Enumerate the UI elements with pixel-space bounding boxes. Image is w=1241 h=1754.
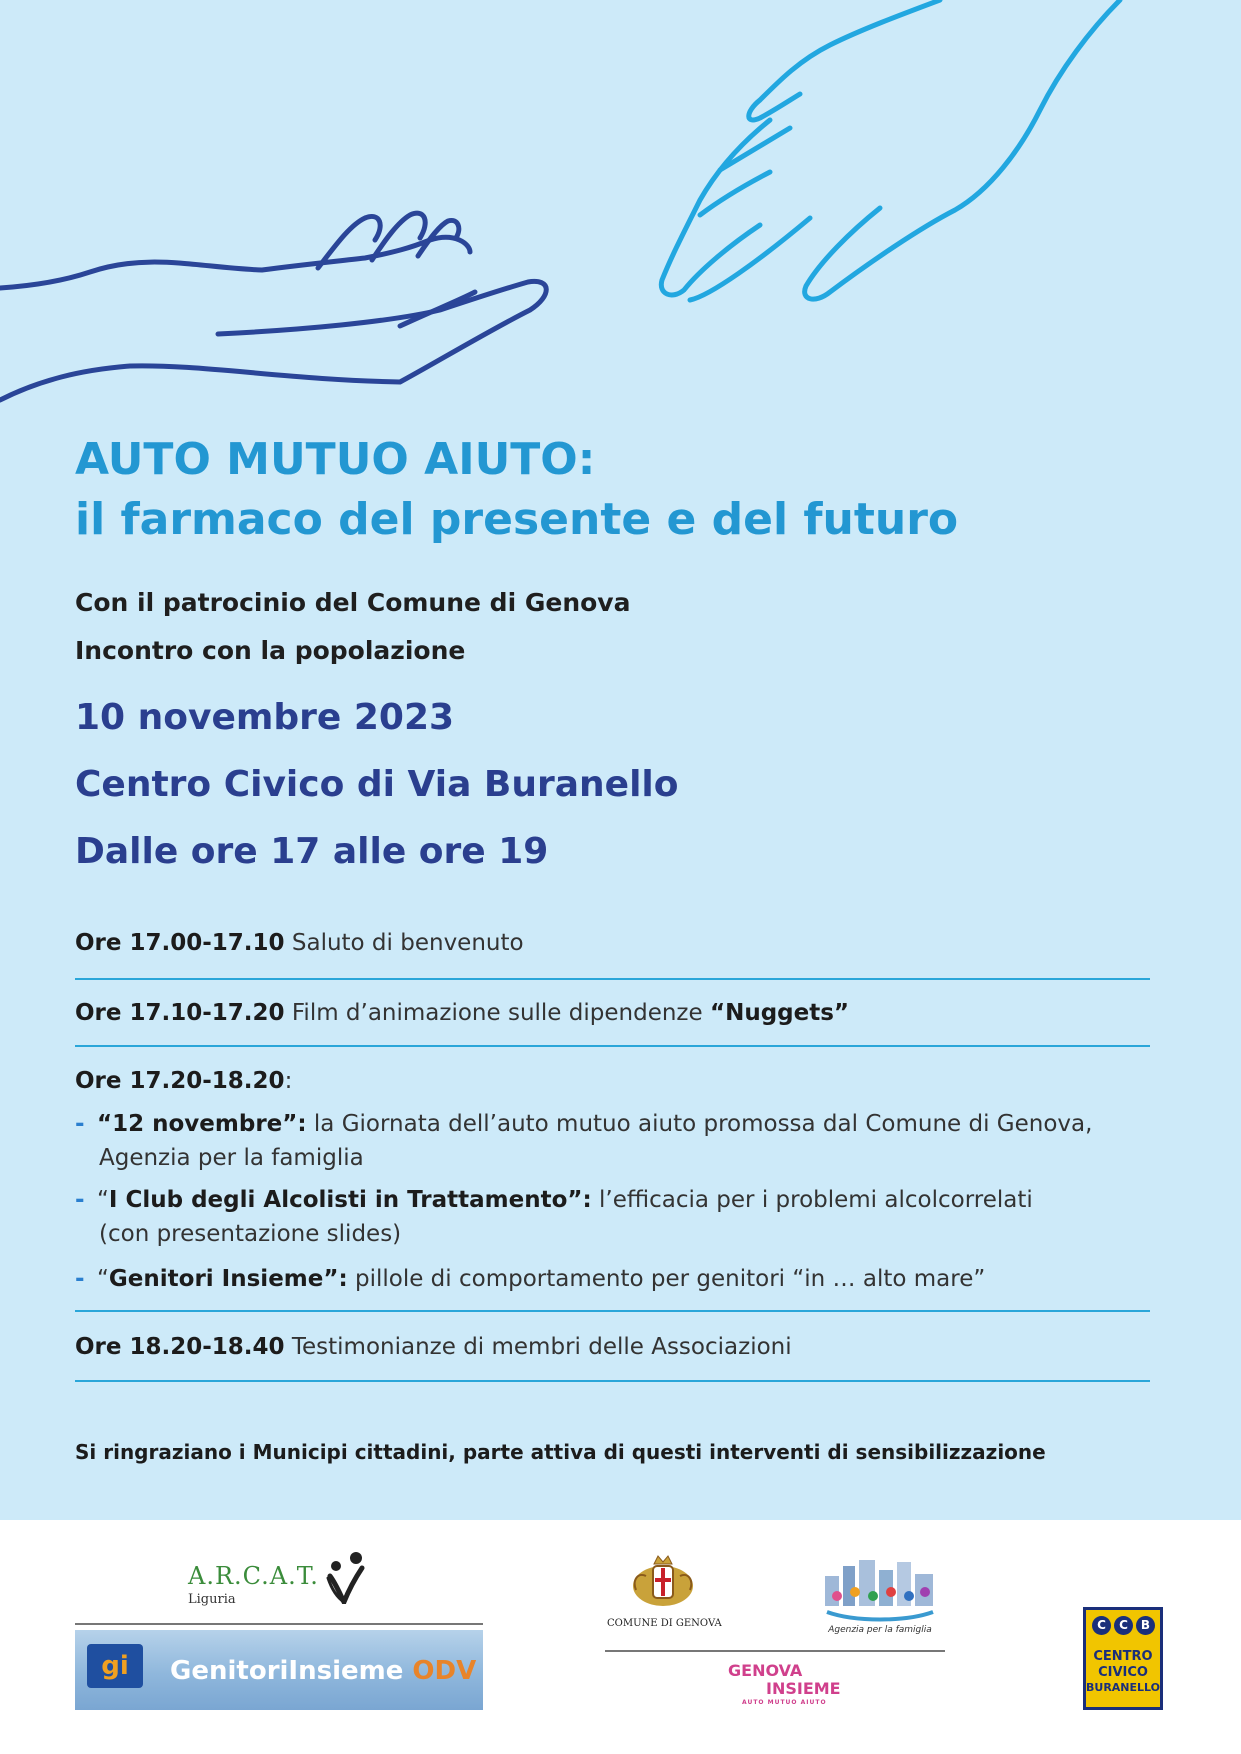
logo-divider: [75, 1623, 483, 1625]
film-title: “Nuggets”: [709, 1000, 850, 1026]
sponsor-logos: [0, 1520, 1241, 1754]
bullet-continuation: (con presentazione slides): [99, 1221, 402, 1247]
event-hours: Dalle ore 17 alle ore 19: [75, 831, 549, 872]
bullet-dash: -: [75, 1187, 85, 1213]
ccb-line2: CIVICO: [1098, 1665, 1148, 1680]
arcat-name: A.R.C.A.T.: [188, 1562, 319, 1590]
program-item-2: [75, 1002, 1150, 1025]
bullet-continuation: Agenzia per la famiglia: [99, 1145, 364, 1171]
program-item-1: [75, 932, 1150, 955]
ccb-circle: C: [1114, 1616, 1133, 1635]
agenzia-famiglia-icon: [815, 1552, 945, 1640]
reaching-hand-right-icon: [661, 0, 1120, 300]
gi-word-odv: ODV: [403, 1656, 477, 1686]
program-text: Saluto di benvenuto: [284, 930, 524, 956]
patronage-text: Con il patrocinio del Comune di Genova: [75, 588, 631, 617]
program-time: Ore 17.00-17.10: [75, 930, 285, 956]
event-date: 10 novembre 2023: [75, 697, 455, 738]
event-venue: Centro Civico di Via Buranello: [75, 764, 679, 805]
gi-word-genitori: Genitori: [170, 1656, 289, 1686]
ccb-logo: [1083, 1607, 1163, 1710]
logo-divider: [605, 1650, 945, 1652]
genova-insieme-tagline: AUTO MUTUO AIUTO: [742, 1699, 827, 1706]
genova-crest-icon: [628, 1550, 698, 1612]
program-text: Testimonianze di membri delle Associazioni: [284, 1334, 792, 1360]
gi-word-insieme: Insieme: [288, 1656, 404, 1686]
program-bullet-3: [75, 1262, 985, 1296]
bullet-open-quote: “: [97, 1266, 109, 1292]
bullet-text: l’efficacia per i problemi alcolcorrelati: [591, 1187, 1033, 1213]
program-bullet-1: [75, 1107, 1092, 1175]
program-time: Ore 18.20-18.40: [75, 1334, 285, 1360]
gi-mark: gi: [87, 1644, 143, 1688]
genova-insieme-line2: INSIEME: [766, 1679, 841, 1698]
arcat-region: Liguria: [188, 1592, 236, 1607]
gi-wordmark: [170, 1658, 476, 1684]
bullet-dash: -: [75, 1266, 85, 1292]
arcat-figures-icon: [322, 1550, 368, 1604]
ccb-circle: B: [1136, 1616, 1155, 1635]
program-time: Ore 17.20-18.20: [75, 1068, 285, 1094]
genitori-insieme-logo: [75, 1630, 483, 1710]
comune-name: COMUNE DI GENOVA: [607, 1618, 722, 1629]
separator-line: [75, 1310, 1150, 1312]
ccb-line3: BURANELLO: [1086, 1681, 1160, 1694]
thanks-text: Si ringraziano i Municipi cittadini, parte attiva di questi interventi di sensibilizzazione: [75, 1440, 1046, 1464]
open-hand-left-icon: [0, 213, 546, 400]
agenzia-label: Agenzia per la famiglia: [828, 1625, 932, 1635]
separator-line: [75, 978, 1150, 980]
program-time: Ore 17.10-17.20: [75, 1000, 285, 1026]
meeting-text: Incontro con la popolazione: [75, 636, 466, 665]
bullet-text: la Giornata dell’auto mutuo aiuto promossa dal Comune di Genova,: [306, 1111, 1093, 1137]
program-colon: :: [284, 1068, 293, 1094]
bullet-bold: I Club degli Alcolisti in Trattamento”:: [108, 1187, 592, 1213]
program-text: Film d’animazione sulle dipendenze: [284, 1000, 710, 1026]
bullet-open-quote: “: [97, 1187, 109, 1213]
bullet-bold: Genitori Insieme”:: [108, 1266, 348, 1292]
ccb-line1: CENTRO: [1093, 1649, 1153, 1664]
hands-illustration: [0, 0, 1241, 420]
separator-line: [75, 1380, 1150, 1382]
bullet-dash: -: [75, 1111, 85, 1137]
program-item-4: [75, 1336, 1150, 1359]
program-bullet-2: [75, 1183, 1033, 1251]
title-line-1: AUTO MUTUO AIUTO:: [75, 434, 596, 485]
ccb-circle: C: [1092, 1616, 1111, 1635]
separator-line: [75, 1045, 1150, 1047]
genova-insieme-line1: GENOVA: [728, 1661, 803, 1680]
bullet-text: pillole di comportamento per genitori “in … alto mare”: [347, 1266, 986, 1292]
title-line-2: il farmaco del presente e del futuro: [75, 494, 959, 545]
program-item-3: [75, 1070, 1150, 1093]
bullet-bold: “12 novembre”:: [97, 1111, 307, 1137]
